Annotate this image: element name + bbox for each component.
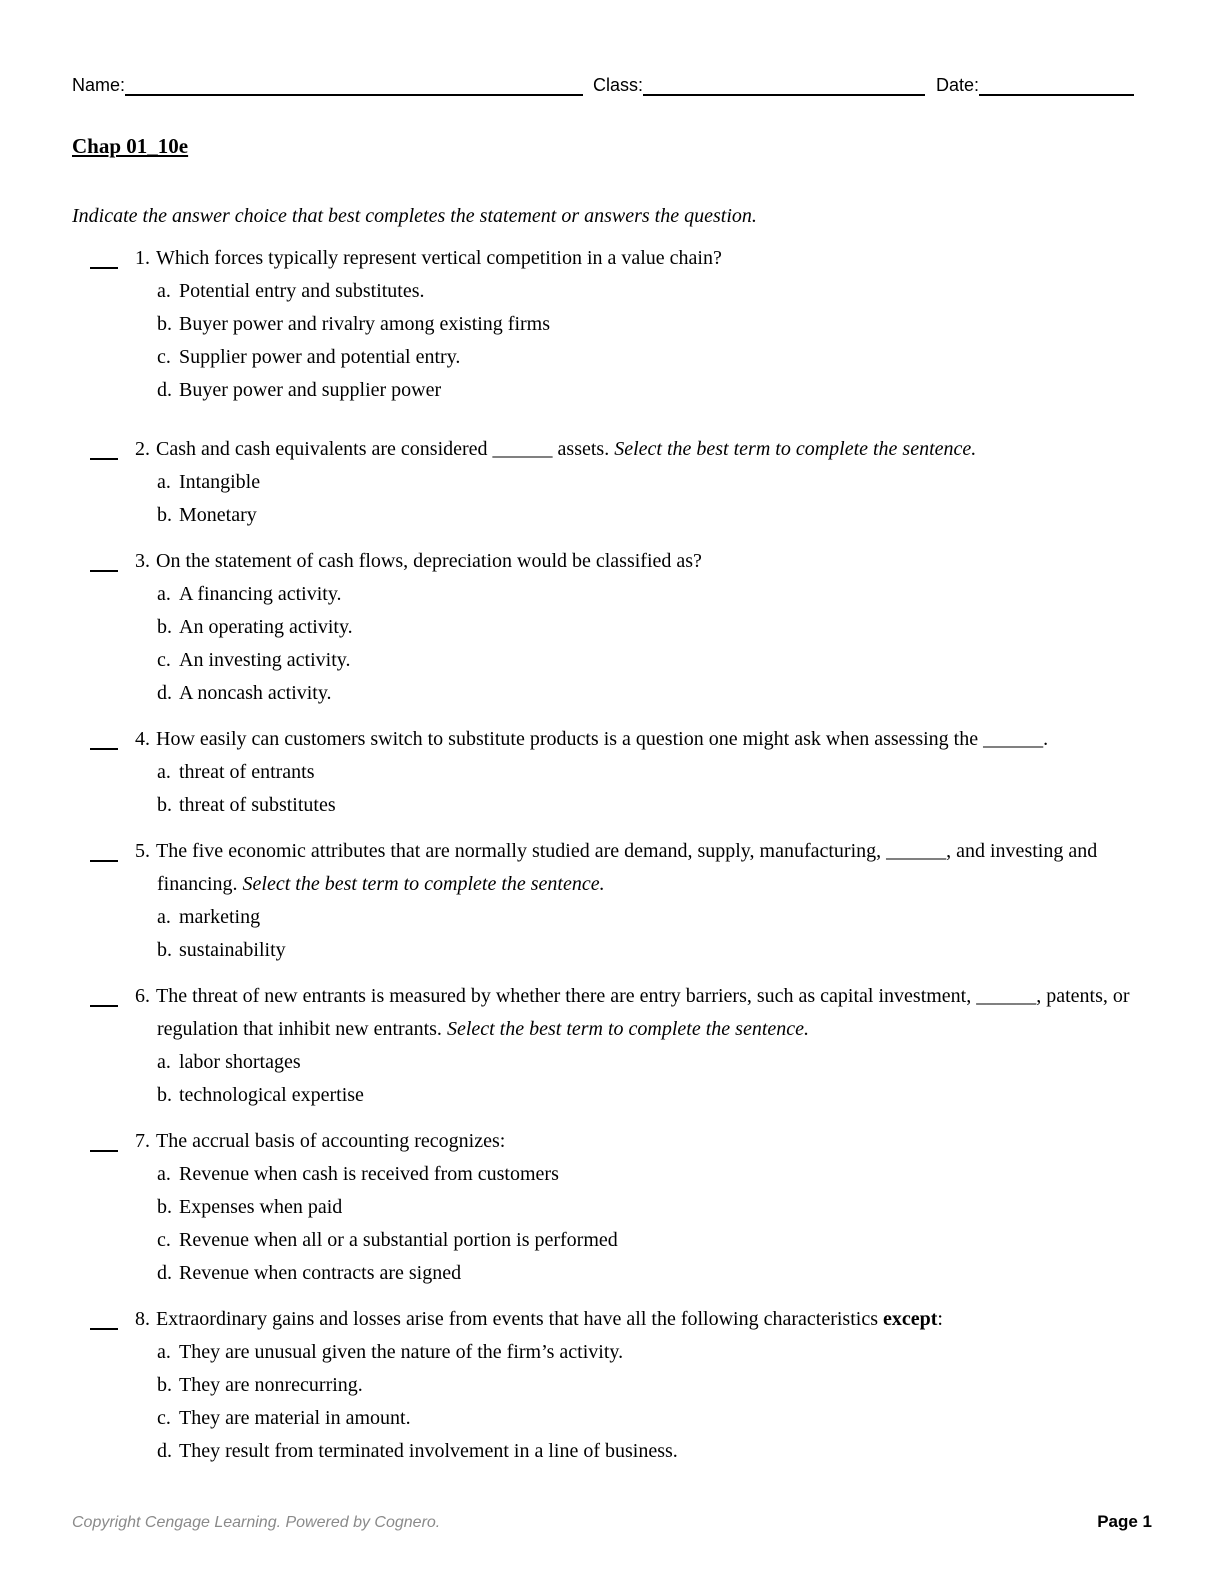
choice-text: An investing activity. xyxy=(179,649,351,671)
question-content xyxy=(135,723,1152,822)
question-text-segment: How easily can customers switch to substitute products is a question one might ask when assessing the ______. xyxy=(156,728,1049,750)
answer-choice xyxy=(157,1079,1152,1112)
choice-text: Buyer power and rivalry among existing firms xyxy=(179,313,551,335)
question-text-segment: Select the best term to complete the sentence. xyxy=(242,873,605,895)
answer-blank-line xyxy=(90,242,118,269)
answer-blank-line xyxy=(90,835,118,862)
choice-letter: d. xyxy=(157,1440,172,1462)
choice-letter: c. xyxy=(157,346,171,368)
question-content xyxy=(135,980,1152,1112)
question-text-segment: : xyxy=(937,1308,943,1330)
choice-text: Revenue when contracts are signed xyxy=(179,1262,462,1284)
question-number: 7. xyxy=(135,1130,150,1152)
choices-list xyxy=(157,1158,1152,1290)
choice-letter: a. xyxy=(157,583,171,605)
answer-choice xyxy=(157,308,1152,341)
question-number: 3. xyxy=(135,550,150,572)
choice-text: A financing activity. xyxy=(179,583,342,605)
answer-choice xyxy=(157,578,1152,611)
question-number: 4. xyxy=(135,728,150,750)
answer-choice xyxy=(157,934,1152,967)
question-content xyxy=(135,1125,1152,1290)
choice-text: Potential entry and substitutes. xyxy=(179,280,425,302)
question-text-parts xyxy=(156,247,722,269)
question-number: 8. xyxy=(135,1308,150,1330)
header-fill-in-row xyxy=(72,74,1152,96)
question-item xyxy=(72,433,1152,532)
question-text-segment: Cash and cash equivalents are considered ______ assets. xyxy=(156,438,615,460)
question-text-segment: On the statement of cash flows, depreciation would be classified as? xyxy=(156,550,702,572)
answer-choice xyxy=(157,374,1152,407)
answer-choice xyxy=(157,1402,1152,1435)
question-content xyxy=(135,545,1152,710)
question-text xyxy=(135,835,1152,901)
answer-blank-line xyxy=(90,545,118,572)
choice-letter: d. xyxy=(157,1262,172,1284)
question-item xyxy=(72,835,1152,967)
class-blank-line xyxy=(643,74,925,96)
choice-letter: b. xyxy=(157,504,172,526)
choice-text: marketing xyxy=(179,906,261,928)
choice-text: Revenue when all or a substantial portion is performed xyxy=(179,1229,618,1251)
answer-choice xyxy=(157,1191,1152,1224)
choices-list xyxy=(157,756,1152,822)
answer-choice xyxy=(157,901,1152,934)
instruction-text: Indicate the answer choice that best completes the statement or answers the question. xyxy=(72,205,757,227)
answer-choice xyxy=(157,1435,1152,1468)
question-text-segment: except xyxy=(882,1308,938,1330)
question-number: 5. xyxy=(135,840,150,862)
question-text-segment: Which forces typically represent vertical competition in a value chain? xyxy=(156,247,722,269)
choice-letter: b. xyxy=(157,1374,172,1396)
page-footer xyxy=(72,1512,1152,1532)
question-content xyxy=(135,1303,1152,1468)
question-text-parts xyxy=(156,1130,505,1152)
choice-letter: c. xyxy=(157,1229,171,1251)
choice-letter: c. xyxy=(157,1407,171,1429)
choice-text: Supplier power and potential entry. xyxy=(179,346,461,368)
question-text-segment: The five economic attributes that are normally studied are demand, supply, manufacturing, ______, and investing and financing. xyxy=(156,840,1098,895)
question-item xyxy=(72,545,1152,710)
choices-list xyxy=(157,1336,1152,1468)
choice-text: technological expertise xyxy=(179,1084,364,1106)
answer-blank-line xyxy=(90,433,118,460)
questions-list xyxy=(72,242,1152,1468)
choice-text: labor shortages xyxy=(179,1051,301,1073)
choice-text: A noncash activity. xyxy=(179,682,332,704)
answer-choice xyxy=(157,275,1152,308)
question-item xyxy=(72,1125,1152,1290)
answer-choice xyxy=(157,789,1152,822)
choice-letter: b. xyxy=(157,313,172,335)
choice-text: threat of substitutes xyxy=(179,794,336,816)
question-content xyxy=(135,242,1152,407)
question-item xyxy=(72,1303,1152,1468)
answer-choice xyxy=(157,341,1152,374)
choice-letter: c. xyxy=(157,649,171,671)
answer-choice xyxy=(157,466,1152,499)
choice-letter: d. xyxy=(157,682,172,704)
choice-text: They are unusual given the nature of the firm’s activity. xyxy=(179,1341,624,1363)
choice-text: They are nonrecurring. xyxy=(179,1374,363,1396)
choice-letter: a. xyxy=(157,1163,171,1185)
choice-text: An operating activity. xyxy=(179,616,353,638)
choice-letter: b. xyxy=(157,939,172,961)
question-text-segment: Extraordinary gains and losses arise from events that have all the following characteristics xyxy=(156,1308,883,1330)
choices-list xyxy=(157,578,1152,710)
question-text xyxy=(135,1303,1152,1336)
question-text xyxy=(135,433,1152,466)
answer-choice xyxy=(157,611,1152,644)
question-text xyxy=(135,1125,1152,1158)
question-text xyxy=(135,545,1152,578)
choice-letter: a. xyxy=(157,471,171,493)
choice-text: Buyer power and supplier power xyxy=(179,379,442,401)
answer-choice xyxy=(157,1369,1152,1402)
choice-letter: b. xyxy=(157,794,172,816)
answer-choice xyxy=(157,1224,1152,1257)
choice-letter: b. xyxy=(157,1084,172,1106)
choice-letter: a. xyxy=(157,1051,171,1073)
question-item xyxy=(72,723,1152,822)
question-text xyxy=(135,980,1152,1046)
answer-blank-line xyxy=(90,723,118,750)
choice-text: Expenses when paid xyxy=(179,1196,343,1218)
choices-list xyxy=(157,466,1152,532)
question-content xyxy=(135,433,1152,532)
question-text-parts xyxy=(156,985,1130,1040)
question-text-parts xyxy=(156,1308,943,1330)
document-title: Chap 01_10e xyxy=(72,134,189,158)
choices-list xyxy=(157,275,1152,407)
answer-choice xyxy=(157,644,1152,677)
answer-choice xyxy=(157,1158,1152,1191)
answer-choice xyxy=(157,677,1152,710)
choice-text: threat of entrants xyxy=(179,761,315,783)
choice-text: They result from terminated involvement in a line of business. xyxy=(179,1440,678,1462)
question-text-segment: The threat of new entrants is measured by whether there are entry barriers, such as capital investment, ______, patents, or regulation that inhibit new entrants. xyxy=(156,985,1130,1040)
choice-text: sustainability xyxy=(179,939,286,961)
choice-text: They are material in amount. xyxy=(179,1407,411,1429)
choice-letter: b. xyxy=(157,1196,172,1218)
question-number: 6. xyxy=(135,985,150,1007)
choices-list xyxy=(157,901,1152,967)
answer-choice xyxy=(157,1336,1152,1369)
question-text-segment: Select the best term to complete the sentence. xyxy=(614,438,977,460)
choice-letter: b. xyxy=(157,616,172,638)
answer-choice xyxy=(157,1046,1152,1079)
question-text-segment: The accrual basis of accounting recognizes: xyxy=(156,1130,506,1152)
choice-letter: d. xyxy=(157,379,172,401)
question-text-parts xyxy=(156,438,976,460)
page-number: Page 1 xyxy=(1097,1512,1152,1531)
question-content xyxy=(135,835,1152,967)
choice-letter: a. xyxy=(157,761,171,783)
question-text-parts xyxy=(156,728,1048,750)
name-label: Name: xyxy=(72,75,126,95)
choice-letter: a. xyxy=(157,906,171,928)
answer-choice xyxy=(157,499,1152,532)
question-number: 1. xyxy=(135,247,150,269)
question-item xyxy=(72,980,1152,1112)
choices-list xyxy=(157,1046,1152,1112)
answer-blank-line xyxy=(90,1125,118,1152)
date-label: Date: xyxy=(936,75,980,95)
question-text-parts xyxy=(156,840,1097,895)
answer-choice xyxy=(157,756,1152,789)
question-text-segment: Select the best term to complete the sentence. xyxy=(446,1018,810,1040)
choice-text: Revenue when cash is received from customers xyxy=(179,1163,559,1185)
answer-blank-line xyxy=(90,980,118,1007)
date-blank-line xyxy=(979,74,1134,96)
question-text xyxy=(135,242,1152,275)
name-blank-line xyxy=(125,74,583,96)
question-item xyxy=(72,242,1152,407)
class-label: Class: xyxy=(593,75,644,95)
question-text xyxy=(135,723,1152,756)
choice-letter: a. xyxy=(157,1341,171,1363)
answer-choice xyxy=(157,1257,1152,1290)
answer-blank-line xyxy=(90,1303,118,1330)
choice-letter: a. xyxy=(157,280,171,302)
question-number: 2. xyxy=(135,438,150,460)
choice-text: Monetary xyxy=(179,504,257,526)
question-text-parts xyxy=(156,550,702,572)
choice-text: Intangible xyxy=(179,471,261,493)
copyright-text: Copyright Cengage Learning. Powered by Cognero. xyxy=(72,1514,441,1531)
